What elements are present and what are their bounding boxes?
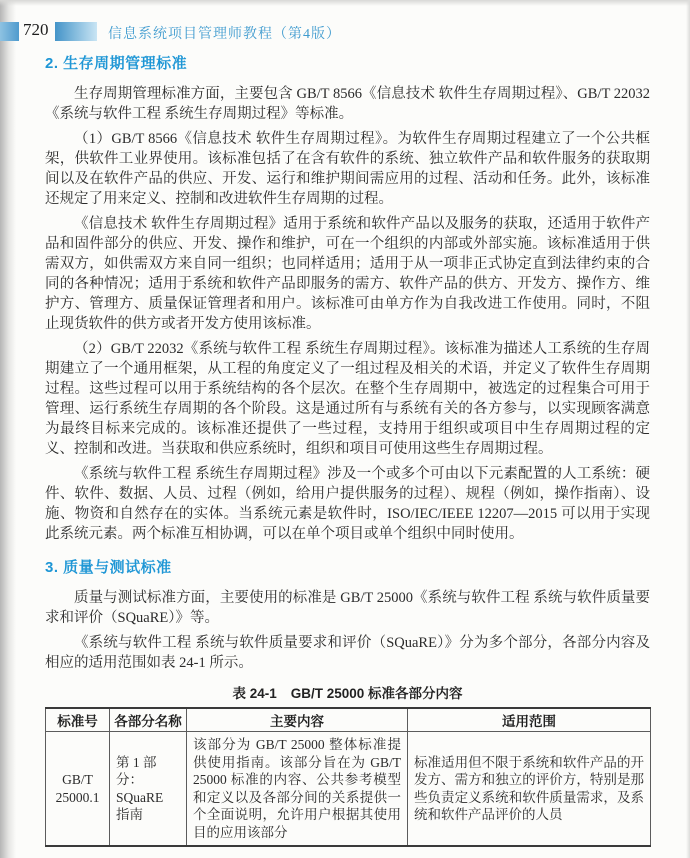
scan-edge-right [686,0,690,858]
table-row [46,732,651,847]
table-caption [45,682,650,702]
header-accent-block-left [0,22,19,41]
paragraph: 《信息技术 软件生存周期过程》适用于系统和软件产品以及服务的获取，还适用于软件产品和固件部分的供应、开发、操作和维护，可在一个组织的内部或外部实施。该标准适用于供需双方，如供需双方来自同一组织；也同样适用；适用于从一项非正式协定直到法律约束的合同的各种情况；适用于系统和软件产品即服务的需方、软件产品的供方、开发方、操作方、维护方、管理方、质量保证管理者和用户。该标准可由单方作为自我改进工作使用。同时，不阻止现货软件的供方或者开发方使用该标准。 [45,216,650,332]
cell-part-name: 第 1 部分：SQuaRE 指南 [110,732,187,847]
cell-scope: 标准适用但不限于系统和软件产品的开发方、需方和独立的评价方，特别是那些负责定义系统和软件质量需求，及系统和软件产品评价的人员 [408,732,651,847]
book-title: 信息系统项目管理师教程（第4版） [108,27,341,42]
table-caption-title: GB/T 25000 标准各部分内容 [290,686,463,701]
column-header-part-name: 各部分名称 [110,708,187,732]
paragraph: 质量与测试标准方面，主要使用的标准是 GB/T 25000《系统与软件工程 系统与软件质量要求和评价（SQuaRE）》等。 [45,590,650,626]
column-header-main-content: 主要内容 [187,708,408,732]
page-content [45,50,650,847]
table-header-row [46,708,651,732]
section-heading-lifecycle-standards: 2. 生存周期管理标准 [45,55,188,72]
page-number: 720 [23,20,49,39]
cell-main-content: 该部分为 GB/T 25000 整体标准提供使用指南。该部分旨在为 GB/T 25000 标准的内容、公共参考模型和定义以及各部分间的关系提供一个全面说明，允许用户根据其使用目的应用该部分 [187,732,408,847]
scan-edge-top [0,0,690,6]
paragraph: 《系统与软件工程 系统生存周期过程》涉及一个或多个可由以下元素配置的人工系统：硬件、软件、数据、人员、过程（例如，给用户提供服务的过程）、规程（例如，操作指南）、设施、物资和自然存在的实体。当系统元素是软件时，ISO/IEC/IEEE 12207—2015 可以用于实现此系统元素。两个标准互相协调，可以在单个项目或单个组织中同时使用。 [45,466,650,542]
standard-parts-table [45,707,651,847]
paragraph: （1）GB/T 8566《信息技术 软件生存周期过程》。为软件生存周期过程建立了一个公共框架，供软件工业界使用。该标准包括了在含有软件的系统、独立软件产品和软件服务的获取期间以及在软件产品的供应、开发、运行和维护期间需应用的过程、活动和任务。此外，该标准还规定了用来定义、控制和改进软件生存周期的过程。 [45,131,650,207]
paragraph: （2）GB/T 22032《系统与软件工程 系统生存周期过程》。该标准为描述人工系统的生存周期建立了一个通用框架，从工程的角度定义了一组过程及相关的术语，并定义了软件生存周期过程。这些过程可以用于系统结构的各个层次。在整个生存周期中，被选定的过程集合可用于管理、运行系统生存周期的各个阶段。这是通过所有与系统有关的各方参与，以实现顾客满意为最终目标来完成的。该标准还提供了一些过程，支持用于组织或项目中生存周期过程的定义、控制和改进。当获取和供应系统时，组织和项目可使用这些生存周期过程。 [45,341,650,457]
cell-standard-no: GB/T 25000.1 [46,732,110,847]
table-caption-label: 表 24-1 [232,686,277,701]
column-header-standard-no: 标准号 [46,708,110,732]
column-header-scope: 适用范围 [408,708,651,732]
paragraph: 生存周期管理标准方面，主要包含 GB/T 8566《信息技术 软件生存周期过程》、GB/T 22032《系统与软件工程 系统生存周期过程》等标准。 [45,86,650,122]
section-heading-quality-test-standards: 3. 质量与测试标准 [45,559,172,576]
header-accent-block-right [55,22,97,41]
paragraph: 《系统与软件工程 系统与软件质量要求和评价（SQuaRE）》分为多个部分，各部分内容及相应的适用范围如表 24-1 所示。 [45,635,650,671]
scan-edge-left [0,0,16,858]
